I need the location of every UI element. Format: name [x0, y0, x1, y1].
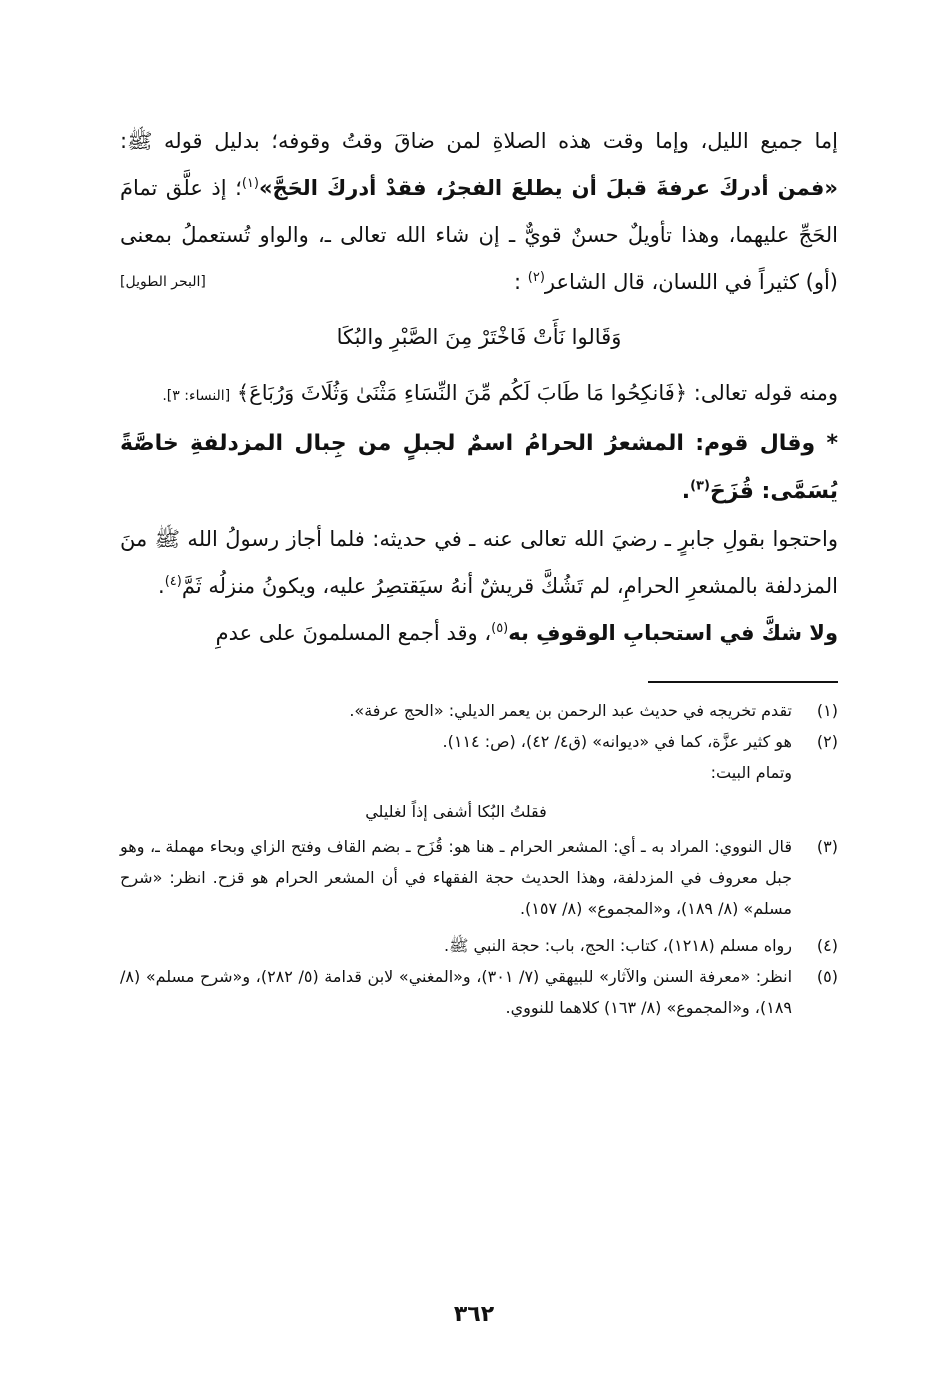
point-end: . [681, 479, 691, 504]
footnote-1 [120, 695, 838, 726]
poetic-meter-label: [البحر الطويل] [120, 274, 206, 290]
main-text [120, 118, 838, 657]
page-number: ٣٦٢ [453, 1302, 495, 1327]
paragraph-standing [120, 610, 838, 657]
footnote-text: هو كثير عزَّة، كما في «ديوانه» (ق٤/ ٤٢)، (ص: ١١٤). [442, 732, 792, 751]
footnote-ref-2[interactable]: (٢) [527, 270, 545, 285]
footnote-body [120, 726, 792, 831]
colon: : [514, 270, 522, 294]
footnote-ref-1[interactable]: (١) [241, 176, 259, 191]
footnote-separator [648, 681, 838, 683]
footnote-ref-5[interactable]: (٥) [491, 621, 509, 636]
footnote-number: (٣) [816, 837, 838, 856]
footnote-5 [120, 961, 838, 1023]
paragraph-jabir [120, 516, 838, 610]
quran-reference: [النساء: ٣]. [162, 388, 231, 404]
quran-quote-paragraph [120, 370, 838, 420]
footnote-3 [120, 831, 838, 924]
footnote-4 [120, 930, 838, 961]
paragraph-text: ؛ إذ علَّق تمامَ الحَجِّ عليهما، وهذا تأويلٌ حسنٌ قويٌّ ـ إن شاء الله تعالى ـ، والواو تُستعملُ بمعنى (أو) كثيراً في اللسان، قال الشاعر [120, 176, 838, 294]
point-text: * وقال قوم: المشعرُ الحرامُ اسمٌ لجبلٍ من جِبال المزدلفةِ خاصَّةً يُسَمَّى: قُزَحَ [120, 431, 838, 504]
footnote-verse: فقلتُ البُكا أشفى إذاً لغليلي [365, 802, 547, 821]
hadith-quote: «فمن أدركَ عرفةَ قبلَ أن يطلعَ الفجرُ، فقدْ أدركَ الحَجَّ» [258, 176, 838, 200]
footnote-text: تقدم تخريجه في حديث عبد الرحمن بن يعمر الديلي: «الحج عرفة». [349, 701, 792, 720]
footnote-ref-3[interactable]: (٣) [690, 478, 710, 494]
footnote-text: رواه مسلم (١٢١٨)، كتاب: الحج، باب: حجة النبي ﷺ. [444, 936, 792, 955]
paragraph-text: ، وقد أجمع المسلمونَ على عدمِ [215, 621, 492, 645]
quran-intro: ومنه قوله تعالى: [693, 381, 838, 405]
footnote-text: انظر: «معرفة السنن والآثار» للبيهقي (٧/ ٣٠١)، و«المغني» لابن قدامة (٥/ ٢٨٢)، و«شرح مسلم» (٨/ ١٨٩)، و«المجموع» (٨/ ١٦٣) كلاهما للنووي. [120, 967, 793, 1017]
paragraph-end: . [158, 574, 165, 598]
line-text: إما جميع الليل، وإما وقت هذه الصلاةِ لمن ضاقَ وقتُ وقوفه؛ بدليل قوله ﷺ: [120, 129, 838, 153]
paragraph-text: واحتجوا بقولِ جابرٍ ـ رضيَ الله تعالى عنه ـ في حديثه: فلما أجاز رسولُ الله ﷺ منَ المزدلفة بالمشعرِ الحرامِ، لم تَشُكَّ قريشٌ أنهُ سيَقتصِرُ عليه، ويكونُ منزلُه ثَمَّ [120, 527, 838, 598]
section-point [120, 420, 838, 516]
footnote-number: (٢) [816, 732, 838, 751]
paragraph-hajj-night [120, 118, 838, 306]
footnote-number: (٤) [816, 936, 838, 955]
poetry-verse: وَقَالوا نَأَتْ فَاخْتَرْ مِنَ الصَّبْرِ والبُكَا [336, 325, 622, 349]
footnote-number: (١) [816, 701, 838, 720]
footnote-number: (٥) [816, 967, 838, 986]
footnotes [120, 695, 838, 1023]
quran-ayah: ﴿فَانكِحُوا مَا طَابَ لَكُم مِّنَ النِّسَاءِ مَثْنَىٰ وَثُلَاثَ وَرُبَاعَ﴾ [236, 381, 688, 405]
bold-lead: ولا شكَّ في استحبابِ الوقوفِ به [508, 621, 838, 645]
footnote-ref-4[interactable]: (٤) [164, 574, 182, 589]
page-content [120, 118, 838, 1023]
footnote-text-line2: وتمام البيت: [710, 763, 792, 782]
footnote-2 [120, 726, 838, 831]
footnote-text: قال النووي: المراد به ـ أي: المشعر الحرام ـ هنا هو: قُزَح ـ بضم القاف وفتح الزاي وبحاء مهملة ـ، وهو جبل معروف في المزدلفة، وهذا الحديث حجة الفقهاء في أن المشعر الحرام هو قزح. انظر: «شرح مسلم» (٨/ ١٨٩)، و«المجموع» (٨/ ١٥٧). [120, 837, 792, 918]
